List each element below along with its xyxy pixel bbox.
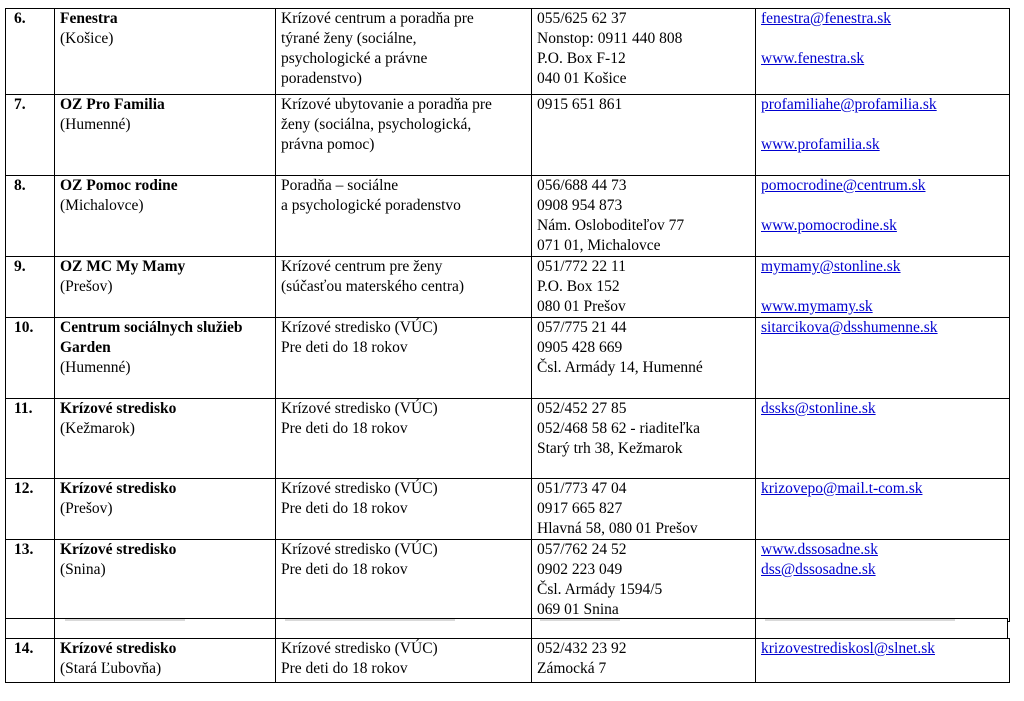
email-link[interactable]: profamiliahe@profamilia.sk — [761, 96, 937, 113]
organization-cell — [55, 95, 276, 176]
service-description: Krízové stredisko (VÚC) — [281, 319, 438, 336]
contact-line: 052/432 23 92 — [537, 640, 627, 657]
organization-cell — [55, 257, 276, 318]
table-body — [6, 9, 1010, 622]
service-description: Pre deti do 18 rokov — [281, 500, 408, 517]
contact-cell — [532, 639, 756, 683]
organization-cell — [55, 399, 276, 479]
contact-line: 057/775 21 44 — [537, 319, 627, 336]
row-number: 7. — [6, 95, 55, 176]
organization-name: Centrum sociálnych služieb — [60, 319, 243, 336]
web-email-cell — [756, 95, 1010, 176]
contact-line: 0905 428 669 — [537, 339, 623, 356]
contact-line: Nonstop: 0911 440 808 — [537, 30, 683, 47]
contact-cell — [532, 9, 756, 95]
contact-line: P.O. Box 152 — [537, 278, 620, 295]
contact-line: Čsl. Armády 1594/5 — [537, 581, 663, 598]
organization-location: (Stará Ľubovňa) — [60, 660, 162, 677]
contact-line: 052/452 27 85 — [537, 400, 627, 417]
service-description: Krízové ubytovanie a poradňa pre — [281, 96, 492, 113]
organization-cell — [55, 9, 276, 95]
spacer — [761, 29, 1004, 49]
service-cell — [276, 176, 532, 257]
contact-line: P.O. Box F-12 — [537, 50, 626, 67]
service-description: Pre deti do 18 rokov — [281, 660, 408, 677]
organization-name: OZ Pomoc rodine — [60, 177, 178, 194]
web-email-cell — [756, 318, 1010, 399]
organization-location: (Prešov) — [60, 278, 113, 295]
organization-cell — [55, 318, 276, 399]
table-row — [6, 176, 1010, 257]
contact-line: 057/762 24 52 — [537, 541, 627, 558]
contact-cell — [532, 176, 756, 257]
service-description: Krízové centrum pre ženy — [281, 258, 443, 275]
website-link[interactable]: www.pomocrodine.sk — [761, 217, 897, 234]
service-description: (súčasťou materského centra) — [281, 278, 465, 295]
service-description: týrané ženy (sociálne, — [281, 30, 417, 47]
email-link[interactable]: sitarcikova@dsshumenne.sk — [761, 319, 938, 336]
email-link[interactable]: krizovestrediskosl@slnet.sk — [761, 640, 935, 657]
contact-cell — [532, 399, 756, 479]
contact-line: 071 01, Michalovce — [537, 237, 661, 254]
service-description: psychologické a právne — [281, 50, 428, 67]
web-email-cell — [756, 176, 1010, 257]
service-description: Krízové stredisko (VÚC) — [281, 400, 438, 417]
contact-line: 0902 223 049 — [537, 561, 623, 578]
contact-line: Starý trh 38, Kežmarok — [537, 440, 683, 457]
row-number: 13. — [6, 540, 55, 622]
organization-cell — [55, 479, 276, 540]
organization-location: (Humenné) — [60, 116, 131, 133]
service-description: poradenstvo) — [281, 70, 362, 87]
contact-line: 0917 665 827 — [537, 500, 623, 517]
service-cell — [276, 479, 532, 540]
table-body-continued — [6, 639, 1010, 683]
web-email-cell — [756, 399, 1010, 479]
table-row — [6, 540, 1010, 622]
row-number: 6. — [6, 9, 55, 95]
table-row — [6, 318, 1010, 399]
organization-name: Krízové stredisko — [60, 480, 177, 497]
table-row — [6, 9, 1010, 95]
service-description: Pre deti do 18 rokov — [281, 561, 408, 578]
service-description: právna pomoc) — [281, 136, 375, 153]
row-number: 12. — [6, 479, 55, 540]
table-row — [6, 399, 1010, 479]
organization-name: Krízové stredisko — [60, 400, 177, 417]
contact-line: 040 01 Košice — [537, 70, 627, 87]
organization-name: Garden — [60, 339, 111, 356]
contact-line: 055/625 62 37 — [537, 10, 627, 27]
contact-line: 052/468 58 62 - riaditeľka — [537, 420, 700, 437]
organization-location: (Prešov) — [60, 500, 113, 517]
row-number: 14. — [6, 639, 55, 683]
contact-line: Nám. Osloboditeľov 77 — [537, 217, 685, 234]
table-row — [6, 639, 1010, 683]
contact-line: Čsl. Armády 14, Humenné — [537, 359, 703, 376]
continued-table — [5, 638, 1010, 683]
row-number: 11. — [6, 399, 55, 479]
website-link[interactable]: www.mymamy.sk — [761, 298, 873, 315]
organization-name: Krízové stredisko — [60, 541, 177, 558]
service-cell — [276, 95, 532, 176]
row-number: 8. — [6, 176, 55, 257]
service-cell — [276, 257, 532, 318]
organization-table — [5, 8, 1010, 622]
website-link[interactable]: www.profamilia.sk — [761, 136, 880, 153]
service-cell — [276, 9, 532, 95]
service-description: ženy (sociálna, psychologická, — [281, 116, 472, 133]
organization-location: (Humenné) — [60, 359, 131, 376]
service-description: Pre deti do 18 rokov — [281, 339, 408, 356]
organization-cell — [55, 540, 276, 622]
organization-name: OZ MC My Mamy — [60, 258, 186, 275]
organization-name: Krízové stredisko — [60, 640, 177, 657]
contact-line: 056/688 44 73 — [537, 177, 627, 194]
service-description: Poradňa – sociálne — [281, 177, 399, 194]
page-break-fragment — [5, 618, 1008, 638]
service-description: Krízové stredisko (VÚC) — [281, 480, 438, 497]
service-description: a psychologické poradenstvo — [281, 197, 461, 214]
service-description: Krízové stredisko (VÚC) — [281, 541, 438, 558]
email-link[interactable]: dss@dssosadne.sk — [761, 561, 876, 578]
contact-cell — [532, 479, 756, 540]
service-cell — [276, 318, 532, 399]
organization-location: (Snina) — [60, 561, 106, 578]
contact-cell — [532, 540, 756, 622]
contact-line: 080 01 Prešov — [537, 298, 626, 315]
contact-line: 051/772 22 11 — [537, 258, 626, 275]
organization-name: Fenestra — [60, 10, 118, 27]
web-email-cell — [756, 540, 1010, 622]
website-link[interactable]: www.fenestra.sk — [761, 50, 865, 67]
service-cell — [276, 399, 532, 479]
organization-location: (Košice) — [60, 30, 114, 47]
web-email-cell — [756, 9, 1010, 95]
table-row — [6, 257, 1010, 318]
email-link[interactable]: mymamy@stonline.sk — [761, 258, 901, 275]
organization-name: OZ Pro Familia — [60, 96, 165, 113]
email-link[interactable]: pomocrodine@centrum.sk — [761, 177, 926, 194]
contact-line: 069 01 Snina — [537, 601, 619, 618]
spacer — [761, 277, 1004, 297]
contact-line: Zámocká 7 — [537, 660, 607, 677]
contact-cell — [532, 318, 756, 399]
web-email-cell — [756, 257, 1010, 318]
organization-cell — [55, 639, 276, 683]
web-email-cell — [756, 479, 1010, 540]
service-cell — [276, 639, 532, 683]
contact-line: 0915 651 861 — [537, 96, 623, 113]
row-number: 10. — [6, 318, 55, 399]
service-description: Krízové centrum a poradňa pre — [281, 10, 474, 27]
web-email-cell — [756, 639, 1010, 683]
table-row — [6, 479, 1010, 540]
spacer — [761, 115, 1004, 135]
contact-cell — [532, 257, 756, 318]
email-link[interactable]: dssks@stonline.sk — [761, 400, 876, 417]
table-row — [6, 95, 1010, 176]
service-description: Pre deti do 18 rokov — [281, 420, 408, 437]
email-link[interactable]: fenestra@fenestra.sk — [761, 10, 892, 27]
spacer — [761, 196, 1004, 216]
organization-location: (Michalovce) — [60, 197, 144, 214]
service-description: Krízové stredisko (VÚC) — [281, 640, 438, 657]
organization-location: (Kežmarok) — [60, 420, 135, 437]
contact-line: 0908 954 873 — [537, 197, 623, 214]
organization-cell — [55, 176, 276, 257]
row-number: 9. — [6, 257, 55, 318]
website-link[interactable]: www.dssosadne.sk — [761, 541, 878, 558]
service-cell — [276, 540, 532, 622]
contact-cell — [532, 95, 756, 176]
email-link[interactable]: krizovepo@mail.t-com.sk — [761, 480, 923, 497]
contact-line: 051/773 47 04 — [537, 480, 627, 497]
contact-line: Hlavná 58, 080 01 Prešov — [537, 520, 698, 537]
